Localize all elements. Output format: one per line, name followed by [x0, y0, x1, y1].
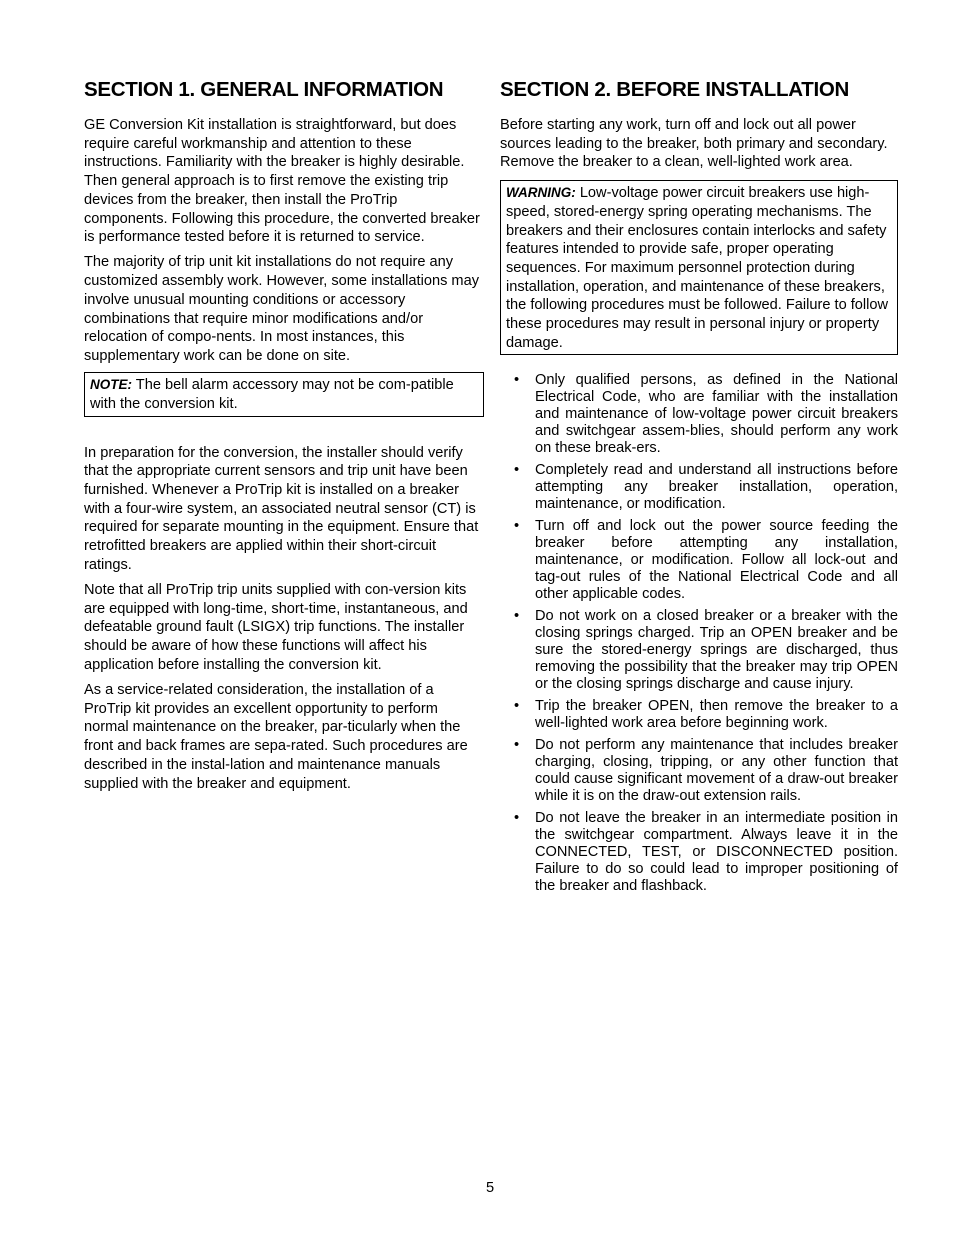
- list-item: • Completely read and understand all instructions before attempting any breaker installation, operation, maintenance, or modification.: [514, 462, 898, 513]
- general-info-paragraph-3: In preparation for the conversion, the installer should verify that the appropriate current sensors and trip unit have been furnished. Whenever a ProTrip kit is installed on a breaker with a four-wire system, an associated neutral sensor (CT) is required for separate mounting in the equipment. Ensure that retrofitted breakers are applied within their short-circuit ratings.: [84, 444, 479, 573]
- bullet-icon: •: [514, 462, 520, 479]
- list-item: • Turn off and lock out the power source feeding the breaker before attempting any installation, maintenance, or modification. Follow all lock-out and tag-out rules of the National Electrical Code and all other applicable codes.: [514, 518, 898, 603]
- bullet-icon: •: [514, 608, 520, 625]
- general-info-paragraph-4: Note that all ProTrip trip units supplied with con-version kits are equipped with long-time, short-time, instantaneous, and defeatable ground fault (LSIGX) trip functions. The installer should be aware of how these functions will affect his application before installing the conversion kit.: [84, 581, 468, 673]
- safety-procedures-list: [500, 372, 898, 895]
- bullet-icon: •: [514, 372, 520, 389]
- warning-text: Low-voltage power circuit breakers use high-speed, stored-energy spring operating mechanisms. The breakers and their enclosures contain interlocks and safety features intended to provide safe, proper operating sequences. For maximum personnel protection during installation, operation, and maintenance of these breakers, the following procedures must be followed. Failure to follow these procedures may result in personal injury or property damage.: [506, 185, 889, 351]
- left-column: [84, 78, 484, 800]
- list-item: • Do not leave the breaker in an intermediate position in the switchgear compartment. Always leave it in the CONNECTED, TEST, or DISCONNECTED position. Failure to do so could lead to improper positioning of the breaker and flashback.: [514, 810, 898, 895]
- bullet-icon: •: [514, 518, 520, 535]
- general-info-paragraph-5: As a service-related consideration, the installation of a ProTrip kit provides an excellent opportunity to perform normal maintenance on the breaker, par-ticularly when the front and back frames are sepa-rated. Such procedures are described in the instal-lation and maintenance manuals supplied with the breaker and equipment.: [84, 681, 468, 792]
- list-item: • Do not perform any maintenance that includes breaker charging, closing, tripping, or any other function that could cause significant movement of a draw-out breaker while it is on the draw-out extension rails.: [514, 737, 898, 805]
- warning-box: [500, 180, 898, 355]
- section-1-heading: SECTION 1. GENERAL INFORMATION: [84, 78, 444, 101]
- list-item: • Only qualified persons, as defined in the National Electrical Code, who are familiar with the installation and maintenance of low-voltage power circuit breakers and switchgear assem-blies, should perform any work on these break-ers.: [514, 372, 898, 457]
- warning-label: WARNING:: [506, 185, 576, 201]
- note-label: NOTE:: [90, 377, 132, 393]
- general-info-paragraph-1: GE Conversion Kit installation is straightforward, but does require careful workmanship and attention to these instructions. Familiarity with the breaker is highly desirable. Then general approach is to first remove the existing trip devices from the breaker, then install the ProTrip components. Following this procedure, the converted breaker is performance tested before it is returned to service.: [84, 117, 480, 246]
- general-info-paragraph-2: The majority of trip unit kit installations do not require any customized assembly work. However, some installations may involve unusual mounting conditions or accessory combinations that require minor modifications and/or relocation of compo-nents. In most instances, this supplementary work can be done on site.: [84, 254, 479, 364]
- note-box: [84, 372, 484, 416]
- bullet-icon: •: [514, 698, 520, 715]
- before-installation-intro: Before starting any work, turn off and lock out all power sources leading to the breaker, both primary and secondary. Remove the breaker to a clean, well-lighted work area.: [500, 117, 888, 171]
- right-column: [500, 78, 898, 900]
- note-text: The bell alarm accessory may not be com-patible with the conversion kit.: [90, 377, 454, 412]
- bullet-icon: •: [514, 810, 520, 827]
- list-item: • Do not work on a closed breaker or a breaker with the closing springs charged. Trip an OPEN breaker and be sure the stored-energy springs are discharged, thus removing the possibility that the breaker may trip OPEN or the closing springs discharge and cause injury.: [514, 608, 898, 693]
- section-2-heading: SECTION 2. BEFORE INSTALLATION: [500, 78, 849, 101]
- list-item: • Trip the breaker OPEN, then remove the breaker to a well-lighted work area before beginning work.: [514, 698, 898, 732]
- page-number: 5: [485, 1180, 495, 1196]
- bullet-icon: •: [514, 737, 520, 754]
